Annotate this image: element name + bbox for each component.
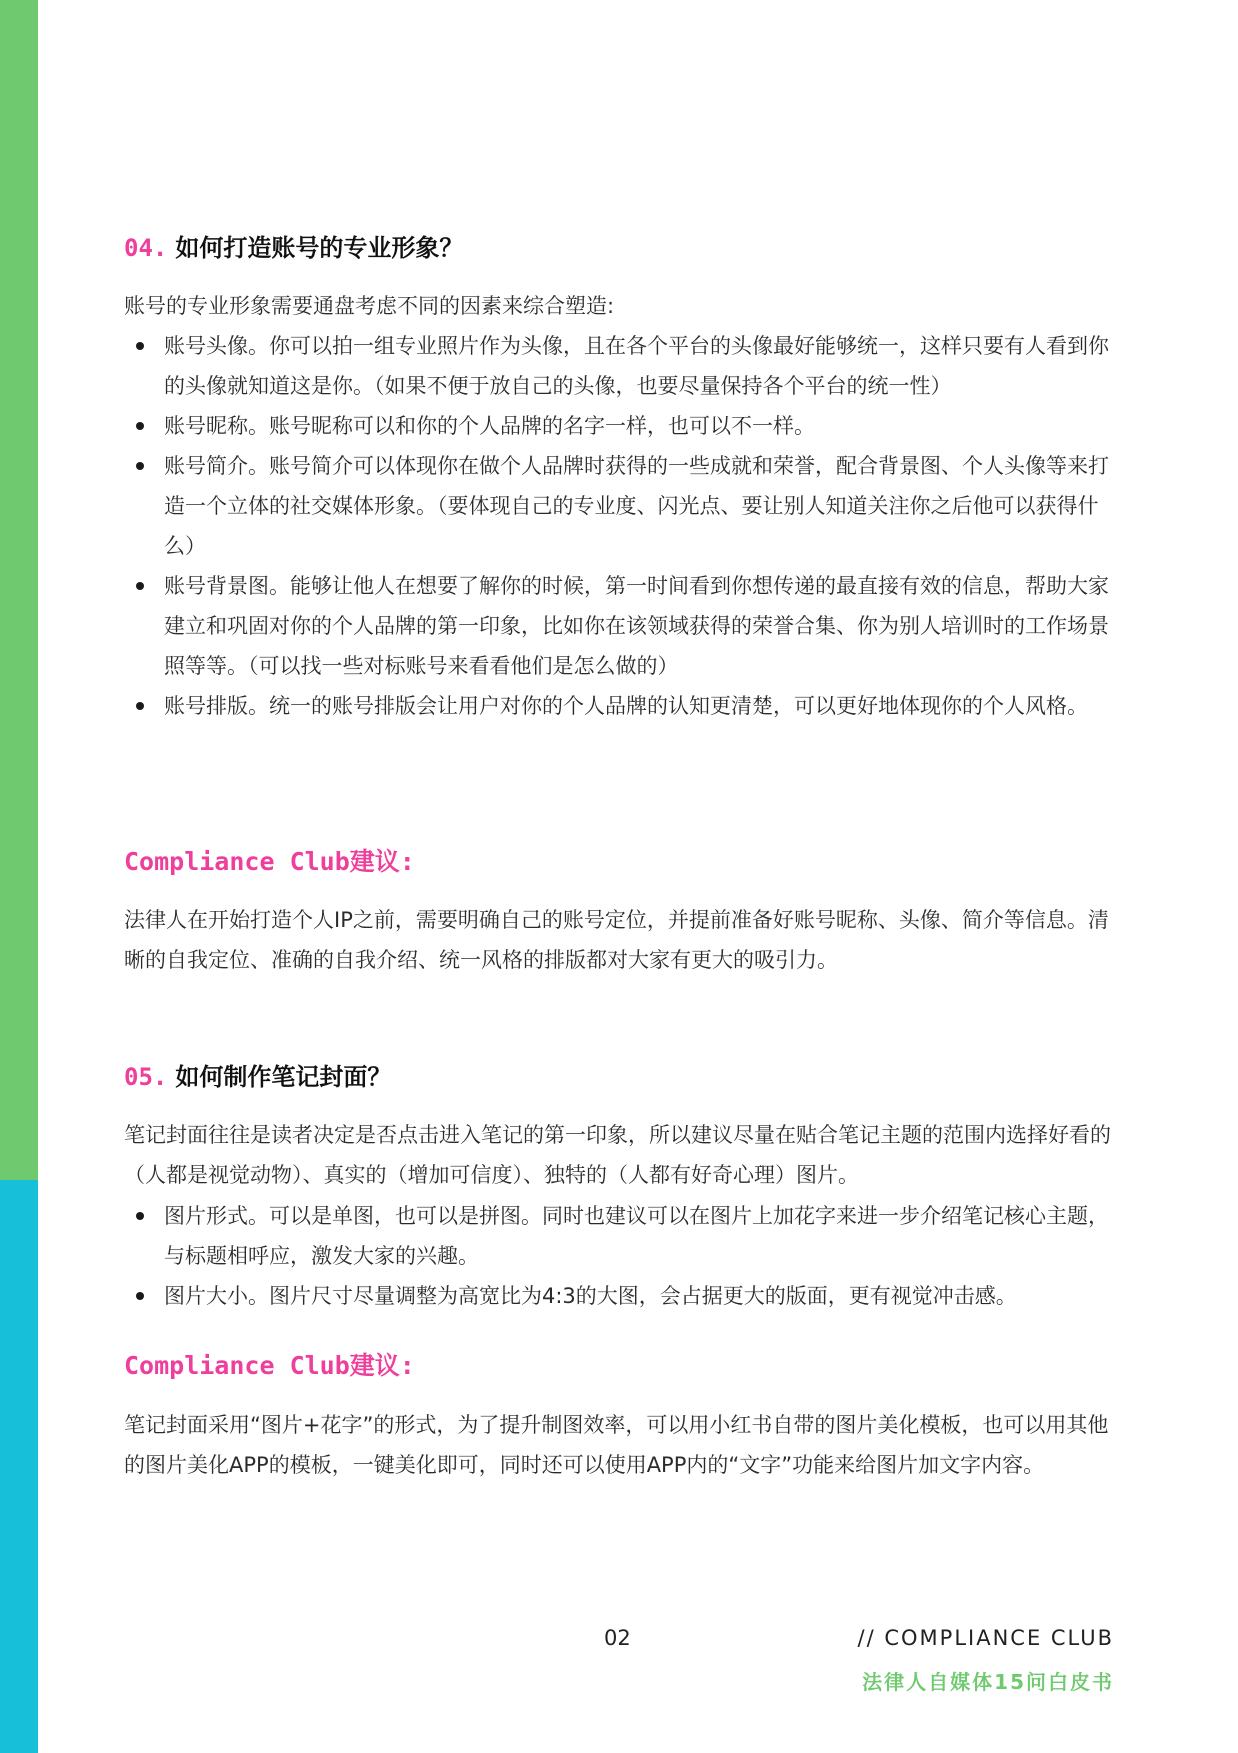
section-5-advice-label: Compliance Club建议: xyxy=(124,1351,415,1380)
list-item: 账号昵称。账号昵称可以和你的个人品牌的名字一样，也可以不一样。 xyxy=(124,406,1114,446)
section-4-number: 04. xyxy=(124,234,168,262)
section-5-title: 如何制作笔记封面？ xyxy=(175,1063,392,1091)
section-5-advice-text: 笔记封面采用“图片+花字”的形式，为了提升制图效率，可以用小红书自带的图片美化模板，也可以用其他的图片美化APP的模板，一键美化即可，同时还可以使用APP内的“文字”功能来给图片加文字内容。 xyxy=(124,1413,1109,1477)
list-item: 账号简介。账号简介可以体现你在做个人品牌时获得的一些成就和荣誉，配合背景图、个人头像等来打造一个立体的社交媒体形象。（要体现自己的专业度、闪光点、要让别人知道关注你之后他可以获得什么） xyxy=(124,446,1114,566)
footer-brand: // COMPLIANCE CLUB xyxy=(857,1626,1114,1650)
section-4-advice-text: 法律人在开始打造个人IP之前，需要明确自己的账号定位，并提前准备好账号昵称、头像、简介等信息。清晰的自我定位、准确的自我介绍、统一风格的排版都对大家有更大的吸引力。 xyxy=(124,908,1109,972)
section-5-bullet-list xyxy=(124,1196,1114,1316)
list-item: 图片大小。图片尺寸尽量调整为高宽比为4:3的大图，会占据更大的版面，更有视觉冲击感。 xyxy=(124,1276,1114,1316)
section-5-number: 05. xyxy=(124,1063,168,1091)
page-number: 02 xyxy=(604,1626,631,1650)
list-item: 账号背景图。能够让他人在想要了解你的时候，第一时间看到你想传递的最直接有效的信息，帮助大家建立和巩固对你的个人品牌的第一印象，比如你在该领域获得的荣誉合集、你为别人培训时的工作场景照等等。（可以找一些对标账号来看看他们是怎么做的） xyxy=(124,566,1114,686)
section-5-intro: 笔记封面往往是读者决定是否点击进入笔记的第一印象，所以建议尽量在贴合笔记主题的范围内选择好看的（人都是视觉动物）、真实的（增加可信度）、独特的（人都有好奇心理）图片。 xyxy=(124,1123,1111,1187)
side-stripe-cyan xyxy=(0,1180,38,1753)
side-stripe-green xyxy=(0,0,38,1180)
section-4-advice-label: Compliance Club建议: xyxy=(124,847,415,876)
section-4-heading xyxy=(124,228,463,263)
list-item: 图片形式。可以是单图，也可以是拼图。同时也建议可以在图片上加花字来进一步介绍笔记核心主题，与标题相呼应，激发大家的兴趣。 xyxy=(124,1196,1114,1276)
list-item: 账号排版。统一的账号排版会让用户对你的个人品牌的认知更清楚，可以更好地体现你的个人风格。 xyxy=(124,686,1114,726)
footer-subtitle: 法律人自媒体15问白皮书 xyxy=(862,1670,1114,1694)
list-item: 账号头像。你可以拍一组专业照片作为头像，且在各个平台的头像最好能够统一，这样只要有人看到你的头像就知道这是你。（如果不便于放自己的头像，也要尽量保持各个平台的统一性） xyxy=(124,326,1114,406)
section-4-intro: 账号的专业形象需要通盘考虑不同的因素来综合塑造: xyxy=(124,294,615,318)
section-4-title: 如何打造账号的专业形象？ xyxy=(175,234,464,262)
section-5-heading xyxy=(124,1057,391,1092)
section-4-bullet-list xyxy=(124,326,1114,726)
